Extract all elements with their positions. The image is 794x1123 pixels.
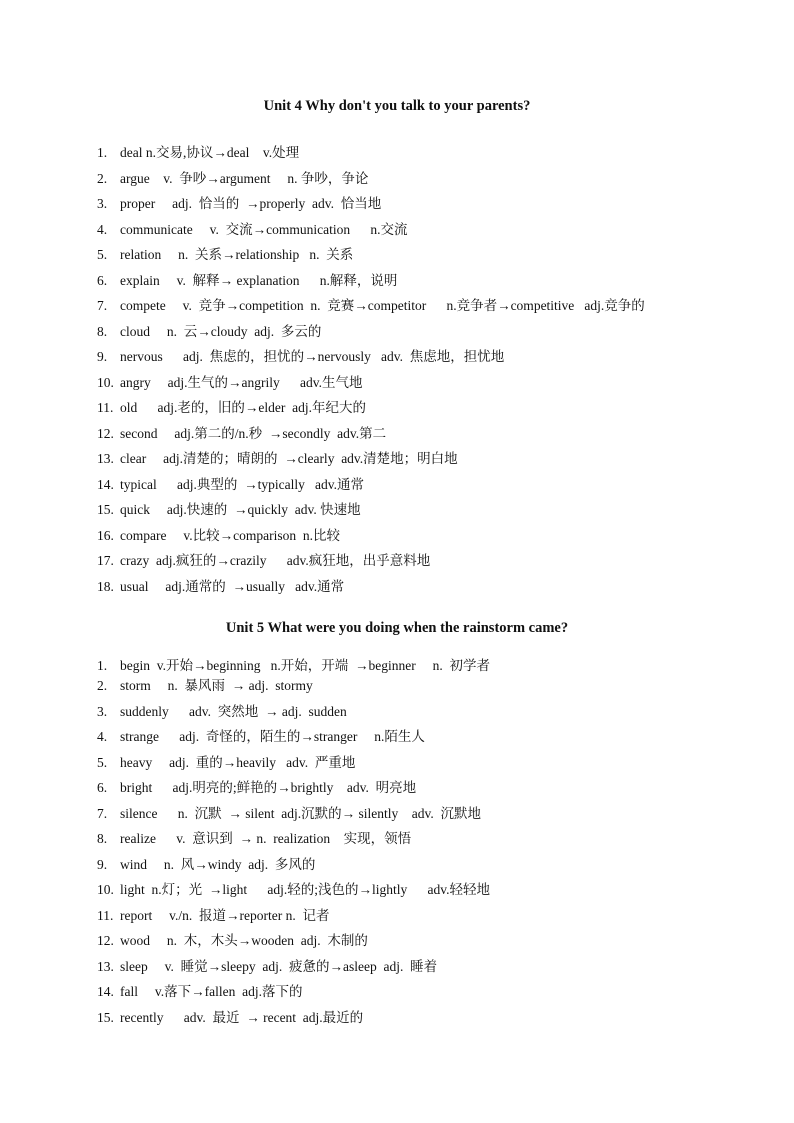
item-number: 13. xyxy=(97,451,114,466)
list-item xyxy=(97,271,757,297)
list-item xyxy=(97,804,757,830)
list-item xyxy=(97,424,757,450)
list-item xyxy=(97,194,757,220)
item-text: relation n. 关系→relationship n. 关系 xyxy=(120,247,354,262)
item-number: 3. xyxy=(97,703,108,719)
list-item xyxy=(97,347,757,373)
item-number: 8. xyxy=(97,831,108,846)
item-number: 9. xyxy=(97,349,108,364)
list-item xyxy=(97,220,757,246)
item-number: 5. xyxy=(97,754,108,770)
item-number: 12. xyxy=(97,425,114,441)
item-text: realize v. 意识到 → n. realization 实现，领悟 xyxy=(120,831,412,846)
item-number: 14. xyxy=(97,476,114,492)
list-item xyxy=(97,143,757,169)
list-item xyxy=(97,1008,757,1034)
item-number: 3. xyxy=(97,196,108,211)
item-number: 9. xyxy=(97,856,108,872)
item-number: 4. xyxy=(97,221,108,237)
list-item xyxy=(97,880,757,906)
item-number: 2. xyxy=(97,170,108,186)
item-text: compete v. 竞争→competition n. 竞赛→competitor n.竞争者→competitive adj.竞争的 xyxy=(120,298,645,313)
item-number: 17. xyxy=(97,553,114,568)
list-item xyxy=(97,702,757,728)
item-text: old adj.老的，旧的→elder adj.年纪大的 xyxy=(120,400,366,415)
item-number: 7. xyxy=(97,298,108,313)
unit-4-vocabulary-list xyxy=(97,143,757,602)
item-number: 14. xyxy=(97,984,114,999)
list-item xyxy=(97,982,757,1008)
list-item xyxy=(97,169,757,195)
item-text: wind n. 风→windy adj. 多风的 xyxy=(120,856,316,872)
item-number: 1. xyxy=(97,658,108,673)
list-item xyxy=(97,577,757,603)
list-item xyxy=(97,398,757,424)
item-number: 7. xyxy=(97,805,108,821)
item-text: fall v.落下→fallen adj.落下的 xyxy=(120,984,303,999)
item-text: quick adj.快速的 →quickly adv. 快速地 xyxy=(120,502,361,517)
item-number: 6. xyxy=(97,272,108,288)
item-number: 10. xyxy=(97,882,114,897)
item-text: recently adv. 最近 → recent adj.最近的 xyxy=(120,1009,364,1025)
item-text: sleep v. 睡觉→sleepy adj. 疲惫的→asleep adj. 睡着 xyxy=(120,958,438,974)
list-item xyxy=(97,778,757,804)
item-number: 5. xyxy=(97,247,108,262)
item-number: 15. xyxy=(97,1009,114,1025)
item-text: proper adj. 恰当的 →properly adv. 恰当地 xyxy=(120,196,382,211)
item-text: explain v. 解释→ explanation n.解释，说明 xyxy=(120,272,398,288)
item-number: 18. xyxy=(97,578,114,594)
item-text: angry adj.生气的→angrily adv.生气地 xyxy=(120,374,363,390)
item-text: cloud n. 云→cloudy adj. 多云的 xyxy=(120,323,322,339)
item-text: strange adj. 奇怪的，陌生的→stranger n.陌生人 xyxy=(120,729,425,744)
list-item xyxy=(97,906,757,932)
list-item xyxy=(97,829,757,855)
item-number: 16. xyxy=(97,527,114,543)
item-text: silence n. 沉默 → silent adj.沉默的→ silently adv. 沉默地 xyxy=(120,805,481,821)
item-text: bright adj.明亮的;鲜艳的→brightly adv. 明亮地 xyxy=(120,780,417,795)
item-text: typical adj.典型的 →typically adv.通常 xyxy=(120,476,364,492)
list-item xyxy=(97,322,757,348)
list-item xyxy=(97,500,757,526)
item-text: crazy adj.疯狂的→crazily adv.疯狂地，出乎意料地 xyxy=(120,553,431,568)
item-number: 11. xyxy=(97,907,114,923)
item-text: wood n. 木，木头→wooden adj. 木制的 xyxy=(120,933,368,948)
list-item xyxy=(97,727,757,753)
item-text: storm n. 暴风雨 → adj. stormy xyxy=(120,678,313,693)
item-text: suddenly adv. 突然地 → adj. sudden xyxy=(120,703,347,719)
list-item xyxy=(97,475,757,501)
item-text: communicate v. 交流→communication n.交流 xyxy=(120,221,408,237)
item-text: nervous adj. 焦虑的，担忧的→nervously adv. 焦虑地，担忧地 xyxy=(120,349,505,364)
list-item xyxy=(97,656,757,676)
item-number: 11. xyxy=(97,400,114,415)
list-item xyxy=(97,551,757,577)
item-text: usual adj.通常的 →usually adv.通常 xyxy=(120,578,345,594)
item-text: heavy adj. 重的→heavily adv. 严重地 xyxy=(120,754,356,770)
item-number: 13. xyxy=(97,958,114,974)
list-item xyxy=(97,931,757,957)
unit-5-title: Unit 5 What were you doing when the rainstorm came? xyxy=(225,620,569,636)
item-text: begin v.开始→beginning n.开始，开端 →beginner n. 初学者 xyxy=(120,658,490,673)
item-text: argue v. 争吵→argument n. 争吵，争论 xyxy=(120,170,369,186)
item-number: 1. xyxy=(97,145,108,160)
item-number: 2. xyxy=(97,678,108,693)
list-item xyxy=(97,855,757,881)
item-text: compare v.比较→comparison n.比较 xyxy=(120,527,340,543)
list-item xyxy=(97,957,757,983)
item-number: 12. xyxy=(97,933,114,948)
list-item xyxy=(97,373,757,399)
item-text: report v./n. 报道→reporter n. 记者 xyxy=(120,907,330,923)
item-number: 10. xyxy=(97,374,114,390)
item-text: deal n.交易,协议→deal v.处理 xyxy=(120,145,300,160)
item-number: 8. xyxy=(97,323,108,339)
list-item xyxy=(97,449,757,475)
item-text: light n.灯；光 →light adj.轻的;浅色的→lightly adv.轻轻地 xyxy=(120,882,490,897)
list-item xyxy=(97,296,757,322)
item-text: clear adj.清楚的；晴朗的 →clearly adv.清楚地；明白地 xyxy=(120,451,458,466)
unit-4-title: Unit 4 Why don't you talk to your parents? xyxy=(263,98,531,114)
list-item xyxy=(97,676,757,702)
item-number: 6. xyxy=(97,780,108,795)
list-item xyxy=(97,245,757,271)
list-item xyxy=(97,526,757,552)
item-text: second adj.第二的/n.秒 →secondly adv.第二 xyxy=(120,425,387,441)
list-item xyxy=(97,753,757,779)
item-number: 4. xyxy=(97,729,108,744)
unit-5-vocabulary-list xyxy=(97,656,757,1033)
item-number: 15. xyxy=(97,502,114,517)
